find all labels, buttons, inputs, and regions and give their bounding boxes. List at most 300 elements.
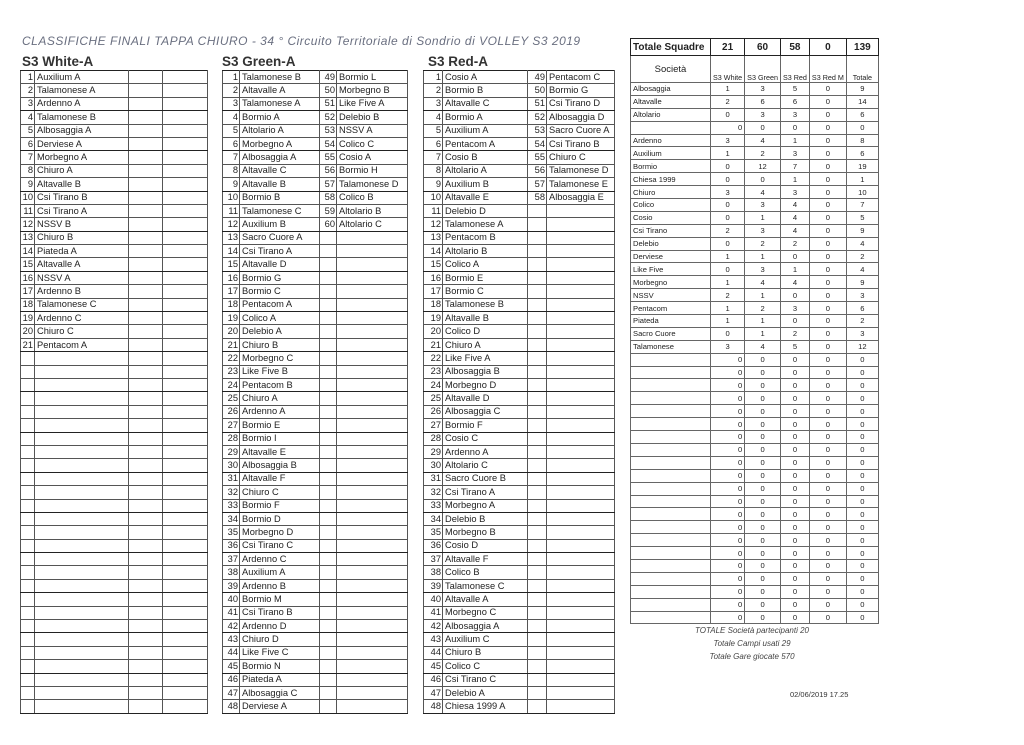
team-name bbox=[163, 459, 208, 472]
team-name: Bormio G bbox=[547, 84, 615, 97]
totals-value: 60 bbox=[745, 39, 781, 56]
team-name bbox=[163, 539, 208, 552]
rank-position: 13 bbox=[223, 231, 240, 244]
rank-position bbox=[320, 312, 337, 325]
team-name: Bormio L bbox=[337, 71, 408, 84]
society-name bbox=[631, 598, 711, 611]
team-name bbox=[163, 271, 208, 284]
team-count: 0 bbox=[846, 598, 878, 611]
rank-position bbox=[528, 231, 547, 244]
team-name: Morbegno D bbox=[443, 378, 528, 391]
team-name bbox=[163, 365, 208, 378]
rank-position bbox=[129, 432, 163, 445]
rank-position bbox=[528, 365, 547, 378]
ranking-row bbox=[21, 378, 208, 391]
ranking-row bbox=[21, 178, 208, 191]
totals-row bbox=[631, 559, 879, 572]
society-name bbox=[631, 547, 711, 560]
column-header: S3 Red M bbox=[809, 56, 846, 83]
ranking-row bbox=[223, 137, 408, 150]
team-name bbox=[35, 378, 129, 391]
ranking-row bbox=[21, 338, 208, 351]
team-name bbox=[337, 298, 408, 311]
team-name: Colico B bbox=[443, 566, 528, 579]
rank-position: 31 bbox=[424, 472, 443, 485]
team-count: 0 bbox=[809, 598, 846, 611]
team-name bbox=[163, 218, 208, 231]
team-name bbox=[35, 553, 129, 566]
rank-position bbox=[129, 191, 163, 204]
rank-position bbox=[528, 566, 547, 579]
rank-position bbox=[528, 593, 547, 606]
team-name bbox=[547, 606, 615, 619]
rank-position: 8 bbox=[21, 164, 35, 177]
ranking-row bbox=[424, 593, 615, 606]
rank-position bbox=[320, 553, 337, 566]
rank-position bbox=[21, 606, 35, 619]
team-name bbox=[337, 432, 408, 445]
team-count: 0 bbox=[809, 366, 846, 379]
team-count: 0 bbox=[711, 559, 745, 572]
team-name bbox=[547, 526, 615, 539]
rank-position: 34 bbox=[223, 512, 240, 525]
team-name: Ardenno B bbox=[240, 579, 320, 592]
team-count: 0 bbox=[711, 327, 745, 340]
team-count: 9 bbox=[846, 276, 878, 289]
ranking-row bbox=[21, 486, 208, 499]
team-count: 14 bbox=[846, 95, 878, 108]
team-name: Bormio A bbox=[443, 111, 528, 124]
rank-position: 19 bbox=[424, 312, 443, 325]
team-name bbox=[163, 472, 208, 485]
rank-position bbox=[528, 419, 547, 432]
team-name: Morbegno B bbox=[337, 84, 408, 97]
rank-position: 1 bbox=[223, 71, 240, 84]
team-name bbox=[547, 285, 615, 298]
team-name: Delebio A bbox=[240, 325, 320, 338]
ranking-row bbox=[223, 97, 408, 110]
rank-position bbox=[320, 472, 337, 485]
team-count: 0 bbox=[711, 547, 745, 560]
rank-position: 3 bbox=[424, 97, 443, 110]
team-count: 0 bbox=[846, 456, 878, 469]
team-count: 3 bbox=[745, 263, 781, 276]
team-count: 0 bbox=[745, 611, 781, 624]
team-name: Talamonese A bbox=[240, 97, 320, 110]
team-name bbox=[35, 539, 129, 552]
team-count: 0 bbox=[846, 392, 878, 405]
team-count: 1 bbox=[711, 147, 745, 160]
team-count: 3 bbox=[780, 108, 809, 121]
rank-position bbox=[320, 378, 337, 391]
team-count: 0 bbox=[711, 263, 745, 276]
ranking-row bbox=[424, 566, 615, 579]
team-name bbox=[163, 499, 208, 512]
team-count: 2 bbox=[745, 147, 781, 160]
rank-position bbox=[21, 472, 35, 485]
rank-position: 49 bbox=[528, 71, 547, 84]
rank-position: 52 bbox=[320, 111, 337, 124]
team-count: 1 bbox=[745, 315, 781, 328]
ranking-row bbox=[21, 686, 208, 699]
team-name bbox=[35, 419, 129, 432]
rank-position: 4 bbox=[21, 111, 35, 124]
team-count: 3 bbox=[780, 147, 809, 160]
ranking-row bbox=[21, 606, 208, 619]
team-count: 0 bbox=[809, 508, 846, 521]
team-name: Auxilium A bbox=[240, 566, 320, 579]
rank-position: 15 bbox=[223, 258, 240, 271]
society-name bbox=[631, 121, 711, 134]
team-count: 0 bbox=[809, 611, 846, 624]
rank-position: 25 bbox=[424, 392, 443, 405]
totals-row bbox=[631, 186, 879, 199]
rank-position: 50 bbox=[320, 84, 337, 97]
team-name bbox=[547, 338, 615, 351]
team-name: Auxilium B bbox=[443, 178, 528, 191]
totals-table bbox=[630, 38, 879, 624]
ranking-row bbox=[21, 111, 208, 124]
team-name bbox=[163, 124, 208, 137]
rank-position: 46 bbox=[424, 673, 443, 686]
team-count: 1 bbox=[745, 289, 781, 302]
team-count: 3 bbox=[711, 340, 745, 353]
team-name bbox=[337, 646, 408, 659]
ranking-row bbox=[424, 231, 615, 244]
rank-position: 40 bbox=[424, 593, 443, 606]
society-name: Ardenno bbox=[631, 134, 711, 147]
rank-position bbox=[528, 258, 547, 271]
rank-position bbox=[320, 245, 337, 258]
rank-position: 18 bbox=[424, 298, 443, 311]
ranking-row bbox=[223, 338, 408, 351]
ranking-row bbox=[21, 566, 208, 579]
rank-position: 15 bbox=[21, 258, 35, 271]
team-name bbox=[547, 445, 615, 458]
rank-position: 32 bbox=[223, 486, 240, 499]
rank-position: 20 bbox=[223, 325, 240, 338]
team-name: Bormio H bbox=[337, 164, 408, 177]
team-count: 0 bbox=[809, 418, 846, 431]
team-name bbox=[337, 566, 408, 579]
rank-position: 44 bbox=[223, 646, 240, 659]
ranking-row bbox=[21, 271, 208, 284]
team-count: 3 bbox=[745, 199, 781, 212]
team-name bbox=[547, 325, 615, 338]
totals-row bbox=[631, 405, 879, 418]
team-count: 3 bbox=[780, 186, 809, 199]
rank-position: 9 bbox=[21, 178, 35, 191]
team-name bbox=[337, 271, 408, 284]
rank-position: 11 bbox=[223, 204, 240, 217]
rank-position bbox=[21, 539, 35, 552]
team-name bbox=[163, 325, 208, 338]
team-count: 6 bbox=[745, 95, 781, 108]
rank-position: 4 bbox=[424, 111, 443, 124]
column-header: S3 White bbox=[711, 56, 745, 83]
team-name: Bormio C bbox=[240, 285, 320, 298]
team-count: 1 bbox=[780, 134, 809, 147]
ranking-row bbox=[424, 97, 615, 110]
totals-label: Totale Squadre bbox=[631, 39, 711, 56]
team-name: Altavalle D bbox=[443, 392, 528, 405]
team-name bbox=[337, 579, 408, 592]
ranking-row bbox=[223, 405, 408, 418]
green-ranking-table bbox=[222, 70, 408, 714]
rank-position bbox=[129, 445, 163, 458]
team-count: 3 bbox=[711, 134, 745, 147]
team-name bbox=[337, 620, 408, 633]
ranking-row bbox=[21, 673, 208, 686]
team-count: 0 bbox=[780, 315, 809, 328]
team-name: Albosaggia A bbox=[443, 620, 528, 633]
ranking-row bbox=[21, 164, 208, 177]
rank-position bbox=[320, 271, 337, 284]
ranking-row bbox=[223, 432, 408, 445]
team-name: Colico A bbox=[443, 258, 528, 271]
totals-row bbox=[631, 83, 879, 96]
team-name bbox=[163, 338, 208, 351]
team-count: 0 bbox=[809, 173, 846, 186]
ranking-row bbox=[223, 526, 408, 539]
team-name bbox=[163, 512, 208, 525]
team-name bbox=[163, 178, 208, 191]
team-name: Chiuro A bbox=[35, 164, 129, 177]
ranking-row bbox=[223, 553, 408, 566]
team-name: Csi Tirano B bbox=[240, 606, 320, 619]
team-count: 0 bbox=[846, 353, 878, 366]
team-name bbox=[35, 660, 129, 673]
rank-position: 36 bbox=[223, 539, 240, 552]
team-name: Bormio F bbox=[443, 419, 528, 432]
rank-position bbox=[320, 338, 337, 351]
team-name bbox=[163, 191, 208, 204]
team-count: 0 bbox=[809, 495, 846, 508]
rank-position: 48 bbox=[424, 700, 443, 713]
rank-position bbox=[21, 432, 35, 445]
rank-position: 21 bbox=[21, 338, 35, 351]
totals-row bbox=[631, 521, 879, 534]
society-name bbox=[631, 469, 711, 482]
totals-row bbox=[631, 147, 879, 160]
ranking-row bbox=[223, 392, 408, 405]
rank-position: 36 bbox=[424, 539, 443, 552]
rank-position bbox=[528, 646, 547, 659]
team-name bbox=[35, 686, 129, 699]
team-name: Morbegno D bbox=[240, 526, 320, 539]
team-count: 7 bbox=[780, 160, 809, 173]
team-count: 0 bbox=[745, 495, 781, 508]
team-name: Auxilium C bbox=[443, 633, 528, 646]
ranking-row bbox=[21, 579, 208, 592]
ranking-row bbox=[424, 338, 615, 351]
society-name: Derviese bbox=[631, 250, 711, 263]
rank-position bbox=[129, 298, 163, 311]
team-count: 0 bbox=[780, 379, 809, 392]
team-name: Albosaggia C bbox=[240, 686, 320, 699]
team-name: Altavalle B bbox=[443, 312, 528, 325]
team-count: 4 bbox=[780, 199, 809, 212]
rank-position bbox=[21, 392, 35, 405]
rank-position: 18 bbox=[223, 298, 240, 311]
ranking-row bbox=[21, 539, 208, 552]
ranking-row bbox=[223, 285, 408, 298]
team-count: 0 bbox=[809, 482, 846, 495]
team-name: Like Five B bbox=[240, 365, 320, 378]
rank-position: 37 bbox=[223, 553, 240, 566]
team-count: 2 bbox=[846, 315, 878, 328]
team-name: Altavalle E bbox=[240, 445, 320, 458]
team-count: 3 bbox=[846, 327, 878, 340]
team-name: Csi Tirano C bbox=[240, 539, 320, 552]
rank-position bbox=[320, 686, 337, 699]
rank-position bbox=[528, 606, 547, 619]
rank-position bbox=[320, 673, 337, 686]
totals-row bbox=[631, 250, 879, 263]
team-count: 1 bbox=[711, 315, 745, 328]
team-name: Altolario C bbox=[443, 459, 528, 472]
ranking-row bbox=[424, 178, 615, 191]
team-count: 0 bbox=[711, 211, 745, 224]
rank-position bbox=[129, 245, 163, 258]
team-count: 0 bbox=[711, 108, 745, 121]
ranking-row bbox=[223, 539, 408, 552]
ranking-row bbox=[21, 459, 208, 472]
team-name bbox=[35, 352, 129, 365]
rank-position bbox=[129, 204, 163, 217]
team-name bbox=[163, 204, 208, 217]
team-name: Talamonese D bbox=[337, 178, 408, 191]
totals-row bbox=[631, 443, 879, 456]
team-count: 0 bbox=[745, 521, 781, 534]
team-name bbox=[337, 245, 408, 258]
team-name: Bormio E bbox=[240, 419, 320, 432]
rank-position bbox=[129, 365, 163, 378]
team-count: 0 bbox=[846, 482, 878, 495]
team-count: 0 bbox=[809, 289, 846, 302]
totals-row bbox=[631, 327, 879, 340]
ranking-row bbox=[424, 204, 615, 217]
team-name bbox=[337, 660, 408, 673]
team-name: Derviese A bbox=[35, 137, 129, 150]
team-name bbox=[547, 686, 615, 699]
team-name bbox=[337, 606, 408, 619]
team-count: 0 bbox=[745, 443, 781, 456]
team-count: 0 bbox=[809, 469, 846, 482]
team-count: 0 bbox=[809, 134, 846, 147]
ranking-row bbox=[424, 526, 615, 539]
rank-position bbox=[528, 445, 547, 458]
rank-position: 29 bbox=[424, 445, 443, 458]
ranking-row bbox=[223, 164, 408, 177]
society-name bbox=[631, 443, 711, 456]
team-count: 0 bbox=[780, 469, 809, 482]
rank-position bbox=[528, 526, 547, 539]
society-name: Chiesa 1999 bbox=[631, 173, 711, 186]
rank-position bbox=[129, 686, 163, 699]
team-name bbox=[337, 419, 408, 432]
team-name bbox=[163, 258, 208, 271]
team-count: 0 bbox=[745, 598, 781, 611]
team-count: 2 bbox=[711, 95, 745, 108]
society-name bbox=[631, 482, 711, 495]
rank-position: 41 bbox=[223, 606, 240, 619]
team-name bbox=[547, 673, 615, 686]
team-name: Altavalle C bbox=[443, 97, 528, 110]
ranking-row bbox=[21, 472, 208, 485]
team-count: 6 bbox=[846, 302, 878, 315]
rank-position: 7 bbox=[223, 151, 240, 164]
ranking-row bbox=[424, 285, 615, 298]
rank-position bbox=[528, 245, 547, 258]
rank-position bbox=[320, 539, 337, 552]
rank-position bbox=[129, 97, 163, 110]
rank-position: 14 bbox=[21, 245, 35, 258]
team-name bbox=[163, 579, 208, 592]
ranking-row bbox=[424, 124, 615, 137]
team-name: Pentacom A bbox=[443, 137, 528, 150]
team-name: Albosaggia B bbox=[240, 459, 320, 472]
totals-value: 21 bbox=[711, 39, 745, 56]
totals-row bbox=[631, 173, 879, 186]
team-name bbox=[163, 137, 208, 150]
team-name bbox=[35, 512, 129, 525]
ranking-row bbox=[223, 204, 408, 217]
totals-row bbox=[631, 340, 879, 353]
rank-position: 60 bbox=[320, 218, 337, 231]
rank-position: 8 bbox=[223, 164, 240, 177]
team-name bbox=[163, 352, 208, 365]
team-count: 0 bbox=[780, 289, 809, 302]
rank-position: 40 bbox=[223, 593, 240, 606]
team-count: 0 bbox=[711, 431, 745, 444]
ranking-row bbox=[424, 459, 615, 472]
rank-position bbox=[129, 646, 163, 659]
team-count: 0 bbox=[809, 108, 846, 121]
rank-position: 16 bbox=[424, 271, 443, 284]
society-name bbox=[631, 521, 711, 534]
team-name: Albosaggia E bbox=[547, 191, 615, 204]
society-name bbox=[631, 353, 711, 366]
team-name bbox=[35, 405, 129, 418]
team-name bbox=[337, 526, 408, 539]
team-count: 0 bbox=[745, 121, 781, 134]
team-name: Cosio C bbox=[443, 432, 528, 445]
totals-row bbox=[631, 495, 879, 508]
rank-position: 2 bbox=[21, 84, 35, 97]
rank-position bbox=[129, 151, 163, 164]
rank-position bbox=[528, 660, 547, 673]
team-name: Pentacom C bbox=[547, 71, 615, 84]
team-count: 0 bbox=[809, 443, 846, 456]
ranking-row bbox=[21, 124, 208, 137]
team-name bbox=[337, 445, 408, 458]
rank-position: 13 bbox=[21, 231, 35, 244]
rank-position bbox=[129, 178, 163, 191]
rank-position bbox=[320, 392, 337, 405]
rank-position: 12 bbox=[223, 218, 240, 231]
team-name bbox=[337, 312, 408, 325]
team-count: 5 bbox=[780, 340, 809, 353]
ranking-row bbox=[223, 620, 408, 633]
team-count: 1 bbox=[846, 173, 878, 186]
team-name bbox=[35, 633, 129, 646]
rank-position bbox=[21, 660, 35, 673]
ranking-row bbox=[424, 512, 615, 525]
team-name: Altolario B bbox=[337, 204, 408, 217]
society-name bbox=[631, 392, 711, 405]
team-name: Csi Tirano B bbox=[35, 191, 129, 204]
